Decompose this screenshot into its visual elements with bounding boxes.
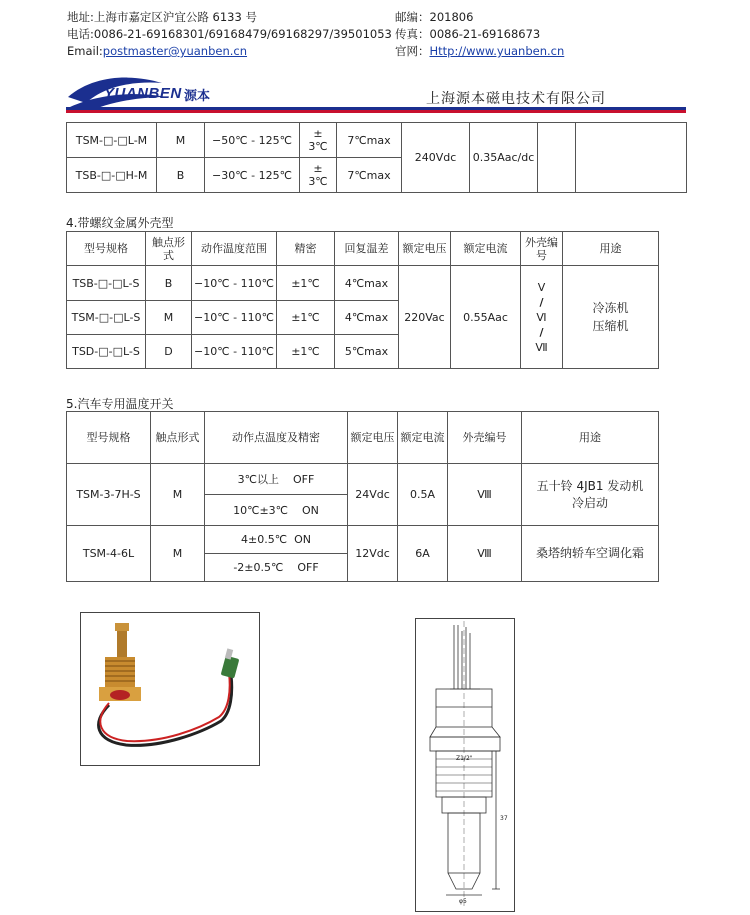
sensor-drawing-image	[416, 619, 514, 911]
point-cell: 4±0.5℃ ON	[205, 526, 348, 554]
email-link[interactable]: postmaster@yuanben.cn	[102, 44, 248, 58]
table-section4	[66, 231, 659, 369]
model-cell: TSM-□-□L-M	[67, 123, 157, 158]
point-cell: 10℃±3℃ ON	[205, 495, 348, 526]
housing-vii: Ⅶ	[535, 340, 548, 354]
logo-band	[66, 73, 686, 115]
current-cell: 0.35Aac/dc	[470, 123, 538, 193]
housing-sep: /	[539, 325, 544, 339]
housing-vi: Ⅵ	[536, 310, 547, 324]
temp-cell: −50℃ - 125℃	[205, 123, 300, 158]
model-cell: TSM-3-7H-S	[67, 464, 151, 526]
accuracy-cell: ± 3℃	[300, 158, 337, 193]
usage-cell: 桑塔纳轿车空调化霜	[522, 526, 659, 582]
table-row	[67, 526, 659, 554]
phone: 电话:0086-21-69168301/69168479/69168297/39501053	[67, 27, 392, 41]
usage-line: 冷冻机	[592, 301, 629, 315]
header-cell: 外壳编号	[521, 232, 563, 266]
website-label: 官网：	[395, 44, 430, 58]
sensor-photo-image	[81, 613, 259, 765]
current-cell: 6A	[398, 526, 448, 582]
table-row	[67, 266, 659, 301]
type-cell: B	[146, 266, 192, 301]
header-cell: 触点形式	[146, 232, 192, 266]
length-dimension: 37	[500, 815, 508, 822]
temp-cell: −30℃ - 125℃	[205, 158, 300, 193]
voltage-cell: 12Vdc	[348, 526, 398, 582]
housing-cell: Ⅷ	[448, 526, 522, 582]
fax: 传真：0086-21-69168673	[395, 27, 541, 41]
header-cell: 回复温差	[335, 232, 399, 266]
website-link[interactable]: Http://www.yuanben.cn	[429, 44, 565, 58]
table-row	[67, 123, 687, 158]
table-section5	[66, 411, 659, 582]
thread-label: Z1/2"	[456, 755, 473, 762]
header-cell: 额定电流	[451, 232, 521, 266]
housing-v: Ⅴ	[537, 280, 546, 294]
model-cell: TSD-□-□L-S	[67, 335, 146, 369]
voltage-cell: 220Vac	[399, 266, 451, 369]
header-cell: 动作温度范围	[192, 232, 277, 266]
housing-cell: Ⅷ	[448, 464, 522, 526]
temp-cell: −10℃ - 110℃	[192, 301, 277, 335]
address: 地址:上海市嘉定区沪宜公路 6133 号	[67, 10, 257, 24]
current-cell: 0.5A	[398, 464, 448, 526]
type-cell: M	[146, 301, 192, 335]
diameter-dimension: φ5	[459, 898, 467, 905]
type-cell: D	[146, 335, 192, 369]
header-cell: 额定电压	[399, 232, 451, 266]
email-label: Email:	[67, 44, 103, 58]
model-cell: TSB-□-□H-M	[67, 158, 157, 193]
recovery-cell: 4℃max	[335, 301, 399, 335]
recovery-cell: 7℃max	[337, 158, 402, 193]
model-cell: TSB-□-□L-S	[67, 266, 146, 301]
header-cell: 用途	[563, 232, 659, 266]
accuracy-cell: ±1℃	[277, 301, 335, 335]
technical-drawing	[415, 618, 515, 912]
header-cell: 额定电流	[398, 412, 448, 464]
postcode: 邮编：201806	[395, 10, 474, 24]
header-cell: 外壳编号	[448, 412, 522, 464]
section4-title: 4.带螺纹金属外壳型	[66, 216, 174, 230]
table-top	[66, 122, 687, 193]
recovery-cell: 5℃max	[335, 335, 399, 369]
company-name: 上海源本磁电技术有限公司	[426, 91, 606, 107]
voltage-cell: 240Vdc	[402, 123, 470, 193]
usage-cell	[563, 266, 659, 369]
section5-title: 5.汽车专用温度开关	[66, 397, 174, 411]
accuracy-cell: ±1℃	[277, 335, 335, 369]
table-header-row	[67, 412, 659, 464]
header-cell: 精密	[277, 232, 335, 266]
type-cell: M	[151, 526, 205, 582]
temp-cell: −10℃ - 110℃	[192, 335, 277, 369]
temp-cell: −10℃ - 110℃	[192, 266, 277, 301]
point-cell: -2±0.5℃ OFF	[205, 554, 348, 582]
header-cell: 动作点温度及精密	[205, 412, 348, 464]
header-cell: 型号规格	[67, 232, 146, 266]
logo-brand-cn: 源本	[184, 89, 211, 104]
header-cell: 额定电压	[348, 412, 398, 464]
housing-sep: /	[539, 295, 544, 309]
website-row	[395, 44, 564, 59]
accuracy-cell: ±1℃	[277, 266, 335, 301]
model-cell: TSM-□-□L-S	[67, 301, 146, 335]
recovery-cell: 7℃max	[337, 123, 402, 158]
usage-cell: 五十铃 4JB1 发动机冷启动	[522, 464, 659, 526]
table-header-row	[67, 232, 659, 266]
table-row	[67, 464, 659, 495]
model-cell: TSM-4-6L	[67, 526, 151, 582]
header-cell: 触点形式	[151, 412, 205, 464]
housing-cell	[538, 123, 576, 193]
logo-brand: YUANBEN	[104, 85, 182, 102]
current-cell: 0.55Aac	[451, 266, 521, 369]
recovery-cell: 4℃max	[335, 266, 399, 301]
header-cell: 用途	[522, 412, 659, 464]
type-cell: B	[157, 158, 205, 193]
usage-line: 压缩机	[592, 319, 629, 333]
email-row	[67, 44, 247, 59]
voltage-cell: 24Vdc	[348, 464, 398, 526]
type-cell: M	[151, 464, 205, 526]
type-cell: M	[157, 123, 205, 158]
housing-cell	[521, 266, 563, 369]
usage-cell	[576, 123, 687, 193]
point-cell: 3℃以上 OFF	[205, 464, 348, 495]
header-cell: 型号规格	[67, 412, 151, 464]
accuracy-cell: ± 3℃	[300, 123, 337, 158]
product-photo	[80, 612, 260, 766]
